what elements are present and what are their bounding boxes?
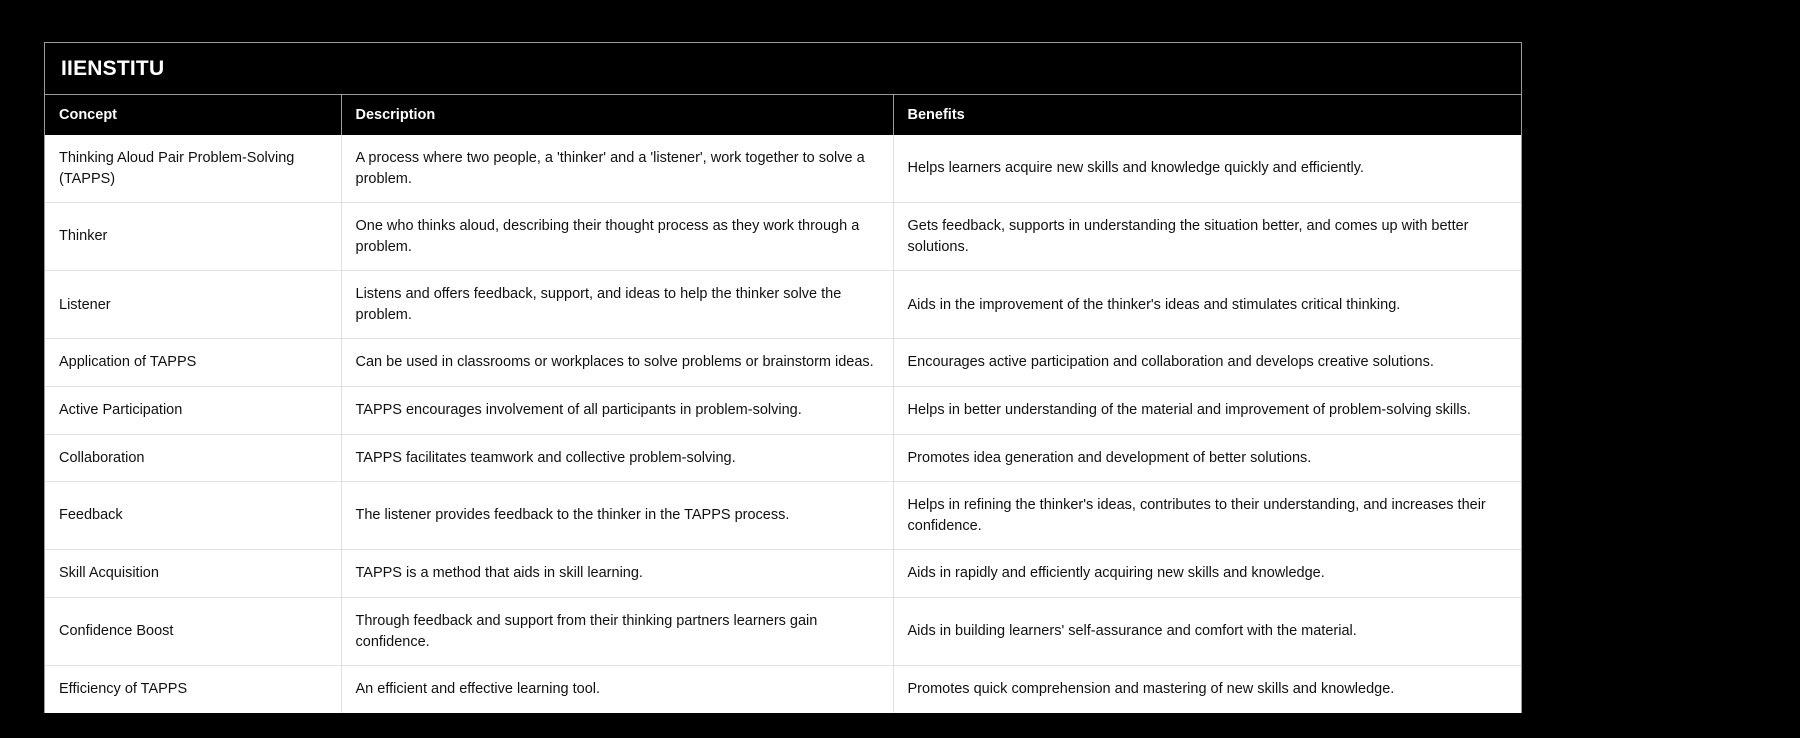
column-header-benefits[interactable]: Benefits: [893, 95, 1521, 135]
cell-benefits: Aids in rapidly and efficiently acquiring new skills and knowledge.: [893, 550, 1521, 598]
cell-benefits: Helps learners acquire new skills and knowledge quickly and efficiently.: [893, 135, 1521, 203]
cell-concept: Application of TAPPS: [45, 339, 341, 387]
cell-concept: Confidence Boost: [45, 597, 341, 665]
cell-concept: Thinker: [45, 203, 341, 271]
cell-description: Listens and offers feedback, support, and ideas to help the thinker solve the problem.: [341, 271, 893, 339]
brand-logo-text: IIENSTITU: [61, 57, 165, 80]
table-body: [45, 135, 1521, 713]
cell-description: TAPPS is a method that aids in skill learning.: [341, 550, 893, 598]
table-header-row: [45, 95, 1521, 135]
cell-benefits: Promotes idea generation and development of better solutions.: [893, 434, 1521, 482]
cell-benefits: Aids in the improvement of the thinker's ideas and stimulates critical thinking.: [893, 271, 1521, 339]
table-row: [45, 203, 1521, 271]
cell-description: One who thinks aloud, describing their thought process as they work through a problem.: [341, 203, 893, 271]
table-row: [45, 597, 1521, 665]
cell-description: Can be used in classrooms or workplaces to solve problems or brainstorm ideas.: [341, 339, 893, 387]
table-row: [45, 387, 1521, 435]
cell-benefits: Gets feedback, supports in understanding the situation better, and comes up with better solutions.: [893, 203, 1521, 271]
column-header-concept[interactable]: Concept: [45, 95, 341, 135]
cell-benefits: Helps in refining the thinker's ideas, contributes to their understanding, and increases their confidence.: [893, 482, 1521, 550]
cell-concept: Efficiency of TAPPS: [45, 666, 341, 713]
table-row: [45, 339, 1521, 387]
table-row: [45, 434, 1521, 482]
cell-description: A process where two people, a 'thinker' and a 'listener', work together to solve a problem.: [341, 135, 893, 203]
table-row: [45, 666, 1521, 713]
table-card: [44, 42, 1522, 713]
concepts-table: [45, 95, 1521, 713]
cell-concept: Listener: [45, 271, 341, 339]
cell-benefits: Aids in building learners' self-assurance and comfort with the material.: [893, 597, 1521, 665]
cell-description: TAPPS facilitates teamwork and collective problem-solving.: [341, 434, 893, 482]
cell-benefits: Promotes quick comprehension and mastering of new skills and knowledge.: [893, 666, 1521, 713]
title-bar: [45, 43, 1521, 95]
cell-description: TAPPS encourages involvement of all participants in problem-solving.: [341, 387, 893, 435]
cell-description: The listener provides feedback to the thinker in the TAPPS process.: [341, 482, 893, 550]
cell-description: An efficient and effective learning tool.: [341, 666, 893, 713]
table-row: [45, 271, 1521, 339]
column-header-description[interactable]: Description: [341, 95, 893, 135]
cell-benefits: Encourages active participation and collaboration and develops creative solutions.: [893, 339, 1521, 387]
cell-concept: Active Participation: [45, 387, 341, 435]
cell-description: Through feedback and support from their thinking partners learners gain confidence.: [341, 597, 893, 665]
cell-concept: Skill Acquisition: [45, 550, 341, 598]
cell-concept: Thinking Aloud Pair Problem-Solving (TAPPS): [45, 135, 341, 203]
table-row: [45, 482, 1521, 550]
cell-concept: Collaboration: [45, 434, 341, 482]
cell-concept: Feedback: [45, 482, 341, 550]
table-row: [45, 135, 1521, 203]
cell-benefits: Helps in better understanding of the material and improvement of problem-solving skills.: [893, 387, 1521, 435]
table-header: [45, 95, 1521, 135]
table-row: [45, 550, 1521, 598]
